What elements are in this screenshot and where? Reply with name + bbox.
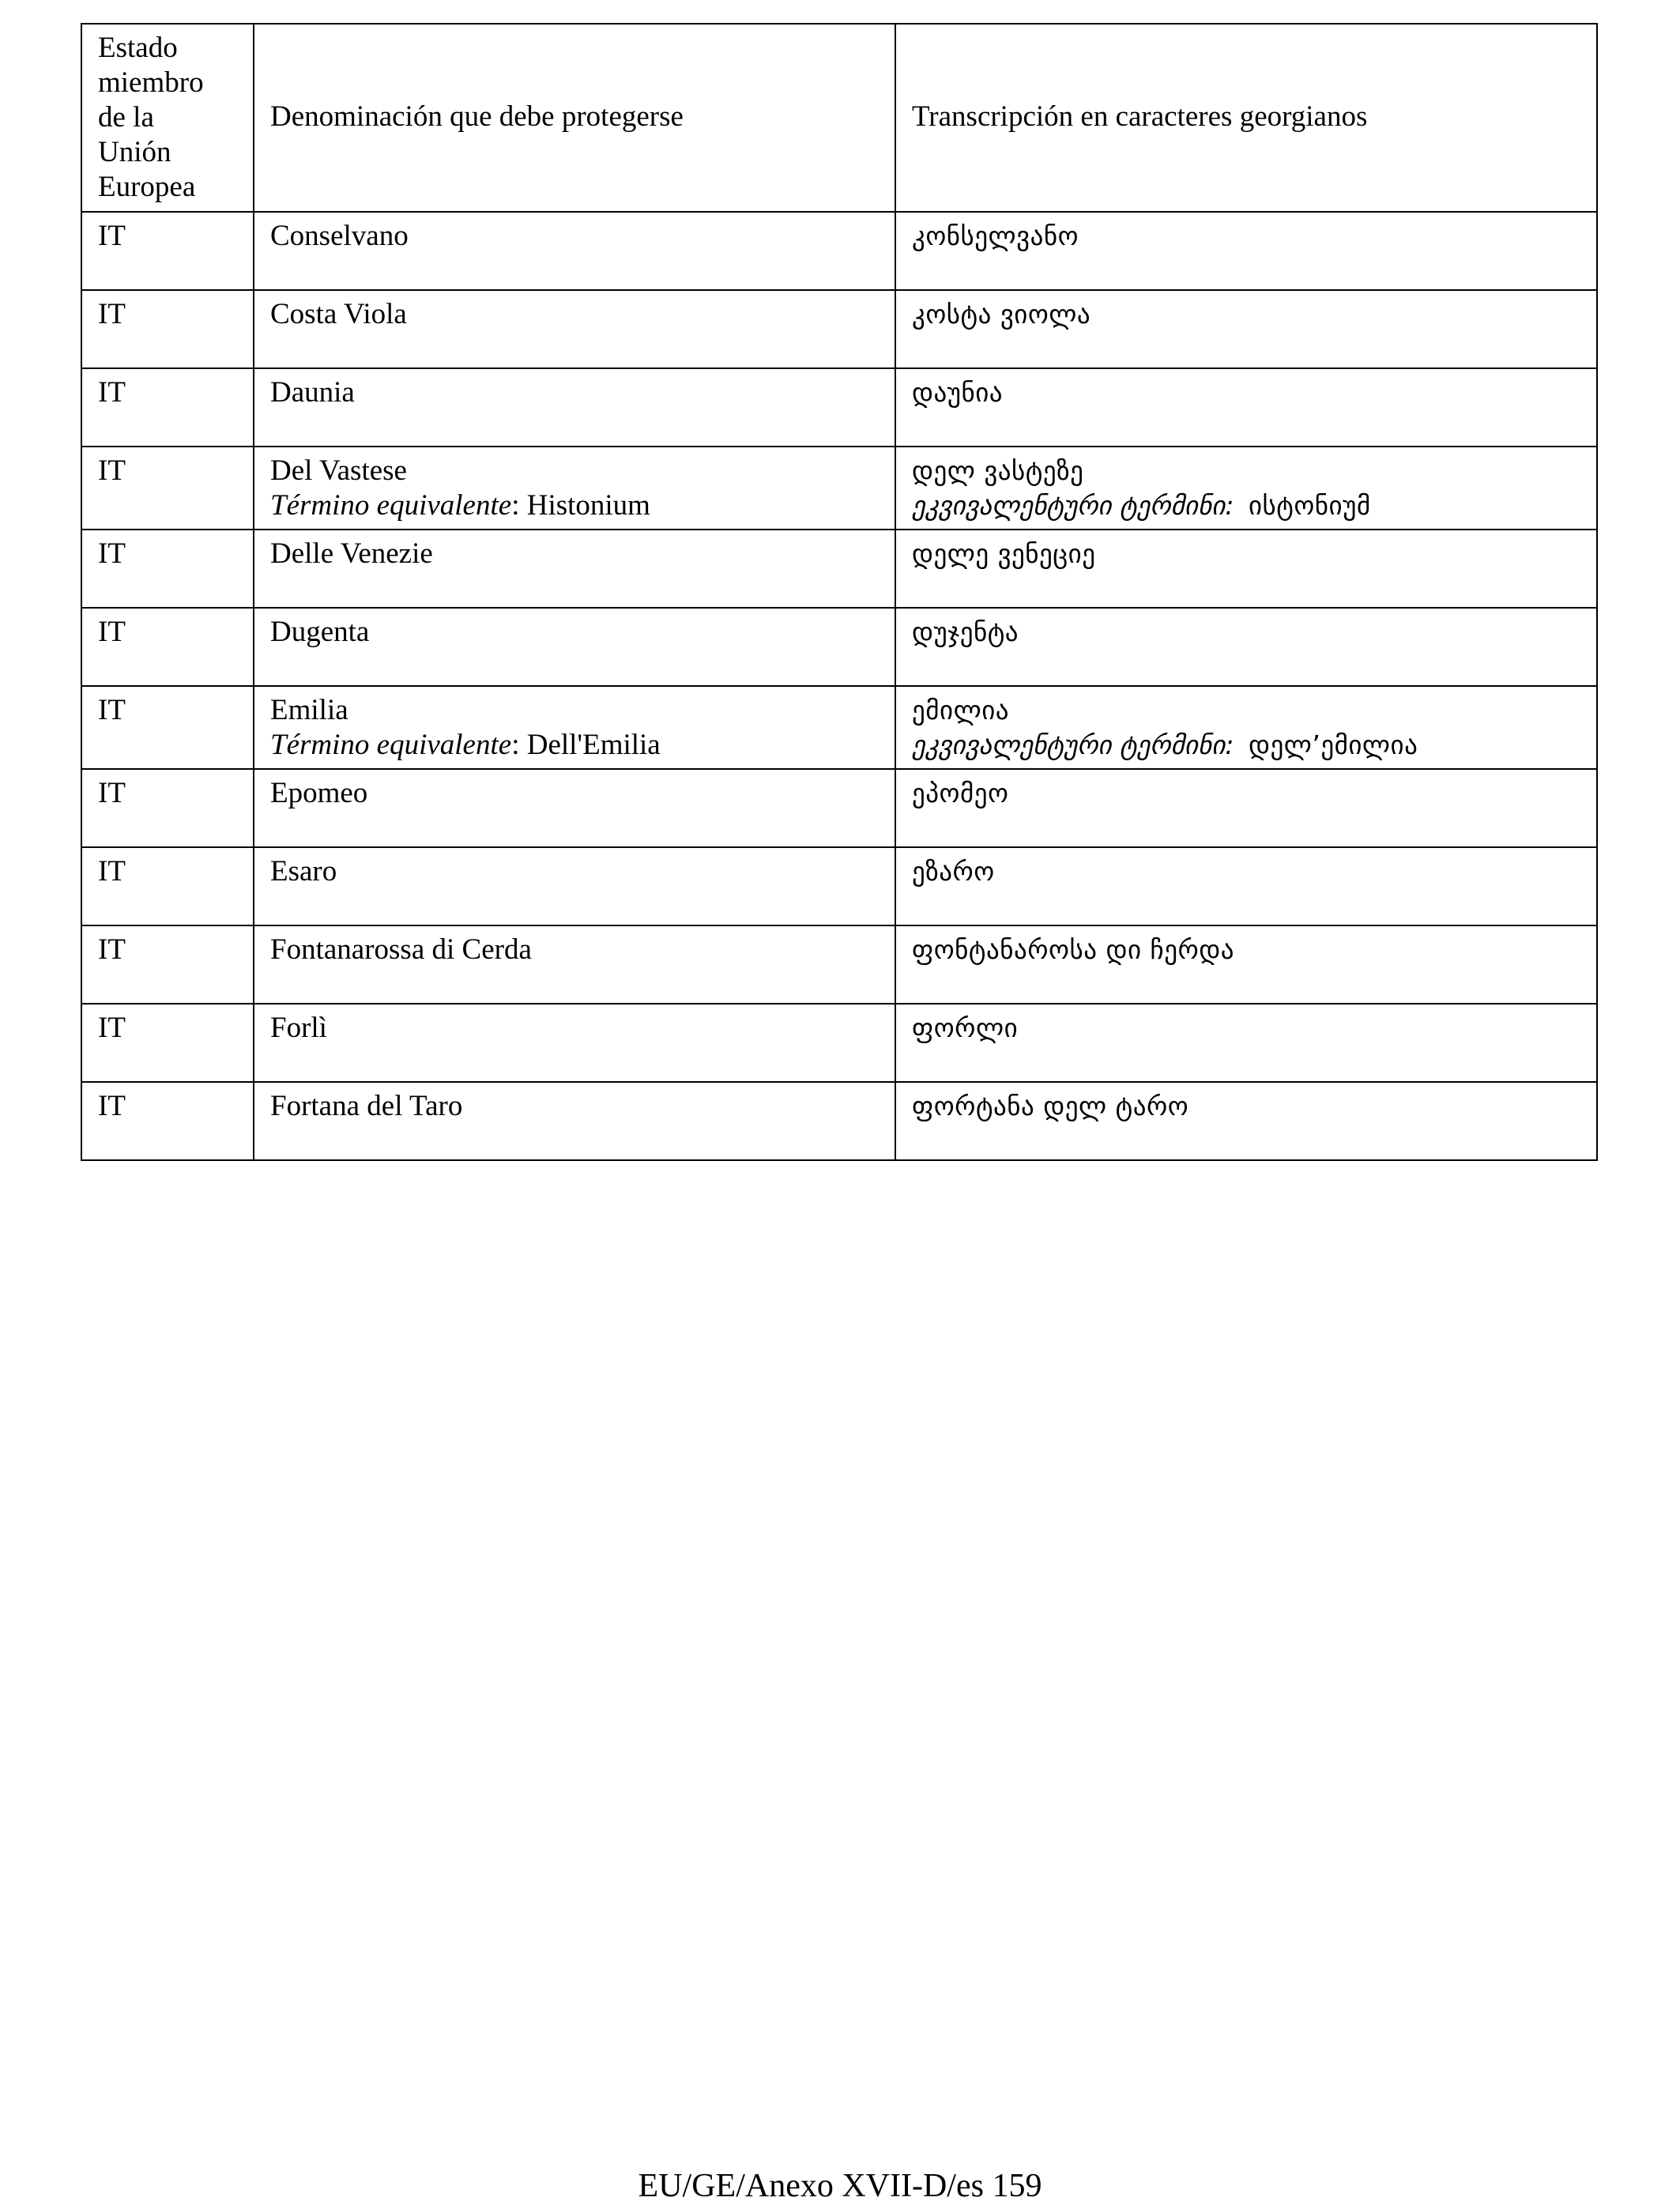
cell-name: Epomeo	[254, 769, 895, 847]
cell-name: Fontanarossa di Cerda	[254, 925, 895, 1004]
table-row	[81, 608, 1597, 686]
table-row	[81, 530, 1597, 608]
cell-state: IT	[81, 769, 254, 847]
transcription-equivalent-value: ისტონიუმ	[1248, 490, 1371, 521]
table-row	[81, 847, 1597, 925]
cell-transcription: ფორლი	[895, 1004, 1597, 1082]
table-row	[81, 447, 1597, 530]
equivalent-value: Dell'Emilia	[526, 729, 661, 761]
protected-names-table	[81, 23, 1598, 1161]
cell-name: Costa Viola	[254, 290, 895, 368]
name-primary: Emilia	[270, 694, 348, 726]
cell-state: IT	[81, 368, 254, 447]
table-row	[81, 368, 1597, 447]
transcription-equivalent-value: დელ’ემილია	[1248, 729, 1418, 760]
cell-transcription: ფორტანა დელ ტარო	[895, 1082, 1597, 1160]
cell-name: Esaro	[254, 847, 895, 925]
table-row	[81, 686, 1597, 769]
name-equivalent: Término equivalente: Histonium	[270, 489, 650, 522]
cell-transcription: დაუნია	[895, 368, 1597, 447]
header-state: Estado miembro de la Unión Europea	[81, 24, 254, 212]
cell-transcription: ეპომეო	[895, 769, 1597, 847]
cell-name: Daunia	[254, 368, 895, 447]
equivalent-value: Histonium	[526, 489, 650, 522]
transcription-primary: ემილია	[912, 695, 1010, 726]
cell-state: IT	[81, 447, 254, 530]
cell-transcription: დელე ვენეციე	[895, 530, 1597, 608]
header-transcription: Transcripción en caracteres georgianos	[895, 24, 1597, 212]
header-name: Denominación que debe protegerse	[254, 24, 895, 212]
equivalent-label: Término equivalente	[270, 729, 512, 761]
cell-state: IT	[81, 847, 254, 925]
table-header-row	[81, 24, 1597, 212]
name-equivalent: Término equivalente: Dell'Emilia	[270, 729, 661, 761]
transcription-equivalent-label: ეკვივალენტური ტერმინი:	[912, 729, 1234, 760]
cell-state: IT	[81, 212, 254, 290]
cell-transcription: კონსელვანო	[895, 212, 1597, 290]
cell-name: Dugenta	[254, 608, 895, 686]
equivalent-label: Término equivalente	[270, 489, 512, 522]
table-row	[81, 925, 1597, 1004]
cell-transcription: ეზარო	[895, 847, 1597, 925]
transcription-equivalent-label: ეკვივალენტური ტერმინი:	[912, 490, 1234, 521]
cell-name: Forlì	[254, 1004, 895, 1082]
cell-state: IT	[81, 1082, 254, 1160]
page-footer: EU/GE/Anexo XVII-D/es 159	[638, 2168, 1042, 2204]
cell-state: IT	[81, 686, 254, 769]
cell-state: IT	[81, 608, 254, 686]
transcription-primary: დელ ვასტეზე	[912, 455, 1084, 486]
transcription-equivalent	[912, 728, 1580, 763]
cell-transcription: კოსტა ვიოლა	[895, 290, 1597, 368]
cell-state: IT	[81, 530, 254, 608]
table-row	[81, 212, 1597, 290]
table-row	[81, 1082, 1597, 1160]
cell-transcription	[895, 686, 1597, 769]
table-row	[81, 290, 1597, 368]
cell-transcription: დუჯენტა	[895, 608, 1597, 686]
name-primary: Del Vastese	[270, 454, 407, 487]
table-row	[81, 769, 1597, 847]
cell-state: IT	[81, 290, 254, 368]
cell-name: Fortana del Taro	[254, 1082, 895, 1160]
cell-name	[254, 447, 895, 530]
cell-state: IT	[81, 1004, 254, 1082]
cell-transcription: ფონტანაროსა დი ჩერდა	[895, 925, 1597, 1004]
cell-state: IT	[81, 925, 254, 1004]
cell-name: Conselvano	[254, 212, 895, 290]
cell-transcription	[895, 447, 1597, 530]
cell-name	[254, 686, 895, 769]
cell-name: Delle Venezie	[254, 530, 895, 608]
table-row	[81, 1004, 1597, 1082]
transcription-equivalent	[912, 488, 1580, 523]
